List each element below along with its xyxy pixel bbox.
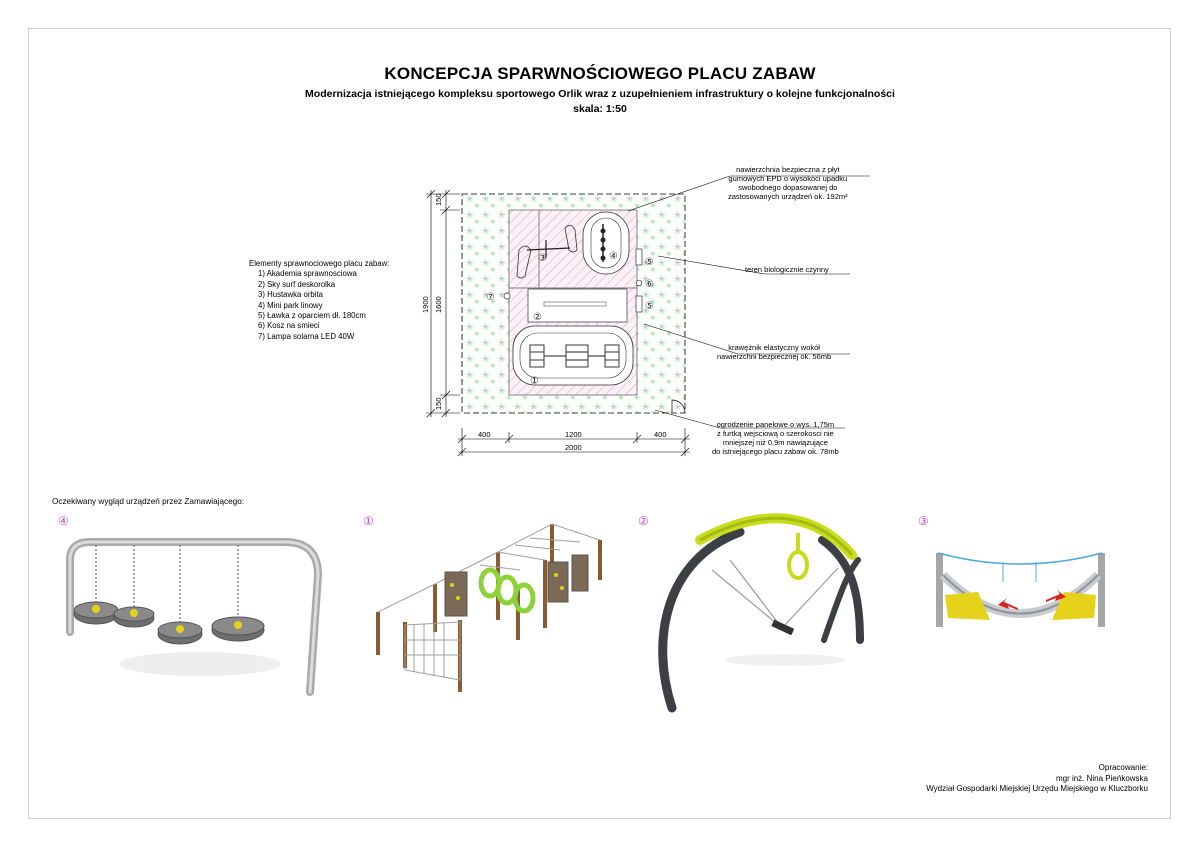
dim-overall-width: 2000: [565, 443, 582, 452]
sky-surf-image: [936, 553, 1105, 627]
plan-marker-5: ⑤: [645, 257, 654, 268]
plan-marker-6: ⑥: [645, 279, 654, 290]
plan-marker-3: ③: [538, 253, 547, 264]
dim-bottom-mid: 1200: [565, 430, 582, 439]
dim-overall-height: 1900: [421, 296, 430, 313]
legend-item: 7) Lampa solarna LED 40W: [258, 331, 355, 341]
dim-inner-height: 1600: [434, 296, 443, 313]
plan-marker-1: ①: [530, 376, 539, 387]
expected-heading: Oczekiwany wygląd urządzeń przez Zamawiającego:: [52, 497, 245, 506]
photo-marker-4: ④: [58, 514, 69, 528]
dim-left-top: 150: [434, 193, 443, 206]
legend-item: 6) Kosz na smieci: [258, 321, 320, 331]
photo-marker-1: ①: [363, 514, 374, 528]
legend-heading: Elementy sprawnociowego placu zabaw:: [249, 259, 390, 268]
plan-marker-4: ④: [609, 251, 618, 262]
legend-item: 1) Akademia sprawnosciowa: [258, 269, 357, 279]
dim-bottom-left: 400: [478, 430, 491, 439]
annotation-curb: krawężnik elastyczny wokół nawierzchni bezpiecznej ok. 56mb: [717, 343, 832, 361]
credits: Opracowanie: mgr inż. Nina Pieńkowska Wydział Gospodarki Miejskiej Urzędu Miejskiego w Kluczborku: [926, 763, 1148, 793]
annotation-fence: ogrodzenie panelowe o wys. 1,75m z furtką wejsciową o szerokosci nie mniejszej niż 0,9m nawiązujące do istniejącego placu zabaw ok. 78mb: [712, 420, 839, 456]
photo-marker-3: ③: [918, 514, 929, 528]
rope-park-image: [70, 542, 318, 692]
scale-label: skala: 1:50: [573, 103, 627, 115]
dim-bottom-right: 400: [654, 430, 667, 439]
annotation-bio: teren biologicznie czynny: [745, 265, 829, 274]
plan-marker-7: ⑦: [486, 292, 495, 303]
legend-item: 3) Hustawka orbita: [258, 290, 324, 300]
legend-item: 4) Mini park linowy: [258, 300, 323, 310]
photo-marker-2: ②: [638, 514, 649, 528]
legend-item: 5) Ławka z oparciem dł. 180cm: [258, 311, 366, 321]
legend-item: 2) Sky surf deskorolka: [258, 279, 336, 289]
page-subtitle: Modernizacja istniejącego kompleksu sportowego Orlik wraz z uzupełnieniem infrastruktury o kolejne funkcjonalności: [305, 88, 895, 100]
annotation-surface: nawierzchnia bezpieczna z płyt gumowych EPD o wysokoci upadku swobodnego dopasowanej do zastosowanych urządzeń ok. 192m²: [728, 165, 848, 201]
dim-left-bottom: 150: [434, 397, 443, 410]
page-title: KONCEPCJA SPARWNOŚCIOWEGO PLACU ZABAW: [384, 64, 816, 83]
plan-marker-5b: ⑤: [645, 301, 654, 312]
fitness-academy-image: [378, 524, 600, 692]
orbit-swing-image: [663, 518, 860, 708]
plan-marker-2: ②: [533, 312, 542, 323]
